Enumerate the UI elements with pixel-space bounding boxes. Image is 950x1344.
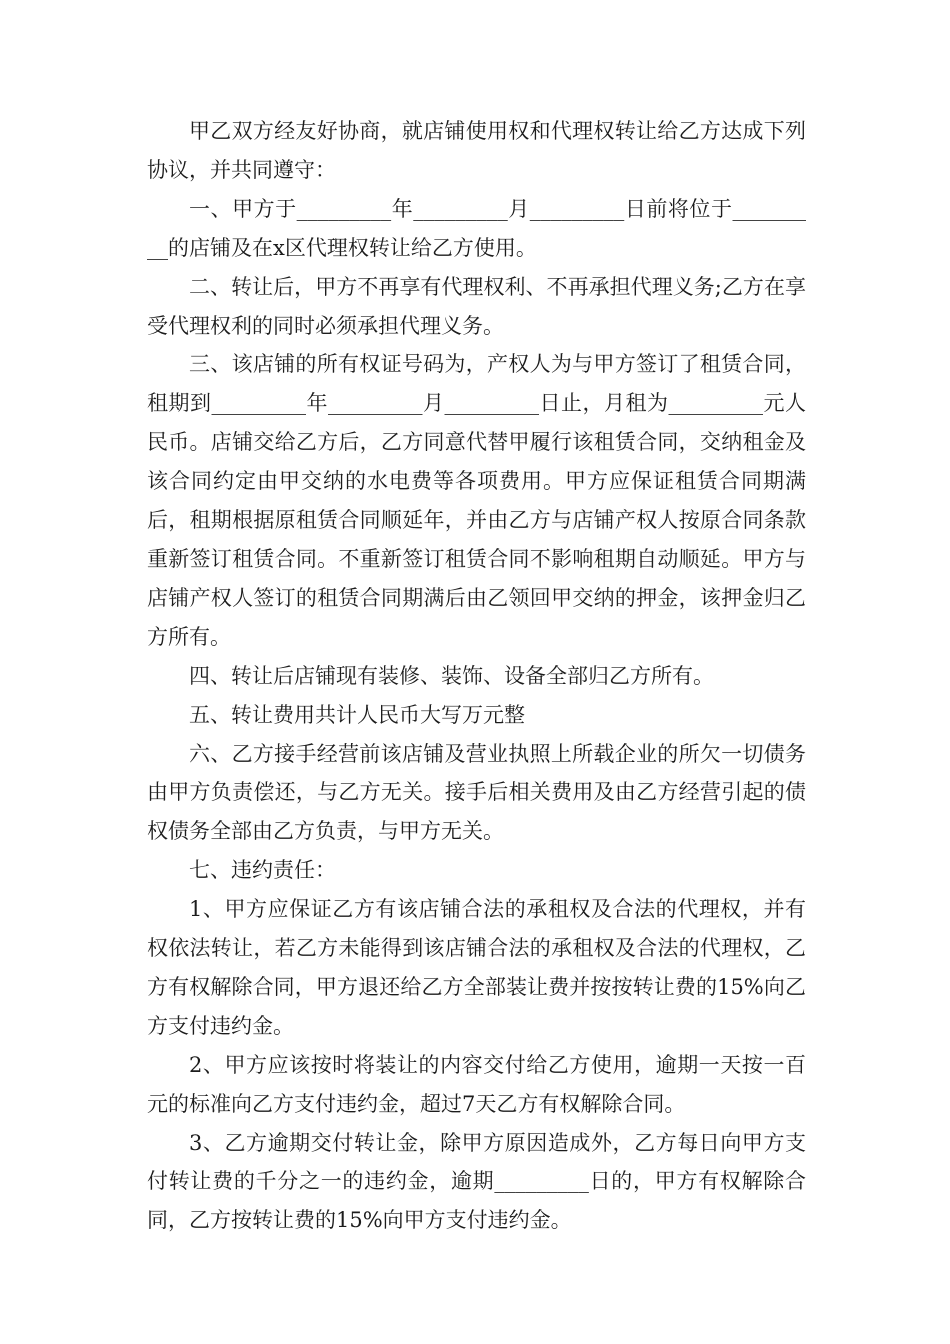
paragraph-liability-1: 1、甲方应保证乙方有该店铺合法的承租权及合法的代理权，并有权依法转让，若乙方未能得到该店铺合法的承租权及合法的代理权，乙方有权解除合同，甲方退还给乙方全部装让费并按按转让费的15%向乙方支付违约金。 [147,897,806,1038]
document-page [147,112,806,1240]
paragraph-clause-5: 五、转让费用共计人民币大写万元整 [189,702,525,727]
paragraph-clause-1: 一、甲方于_________年_________月_________日前将位于_________的店铺及在x区代理权转让给乙方使用。 [147,196,806,260]
paragraph-liability-2: 2、甲方应该按时将装让的内容交付给乙方使用，逾期一天按一百元的标准向乙方支付违约金，超过7天乙方有权解除合同。 [147,1052,806,1116]
paragraph-clause-6: 六、乙方接手经营前该店铺及营业执照上所载企业的所欠一切债务由甲方负责偿还，与乙方无关。接手后相关费用及由乙方经营引起的债权债务全部由乙方负责，与甲方无关。 [147,741,806,844]
paragraph-clause-4: 四、转让后店铺现有装修、装饰、设备全部归乙方所有。 [189,663,714,688]
paragraph-clause-2: 二、转让后，甲方不再享有代理权利、不再承担代理义务;乙方在享受代理权利的同时必须承担代理义务。 [147,274,806,338]
paragraph-liability-3: 3、乙方逾期交付转让金，除甲方原因造成外，乙方每日向甲方支付转让费的千分之一的违约金，逾期_________日的，甲方有权解除合同，乙方按转让费的15%向甲方支付违约金。 [147,1130,806,1233]
paragraph-clause-7-heading: 七、违约责任： [189,858,336,883]
paragraph-intro: 甲乙双方经友好协商，就店铺使用权和代理权转让给乙方达成下列协议，并共同遵守： [147,119,806,182]
paragraph-clause-3: 三、该店铺的所有权证号码为，产权人为与甲方签订了租赁合同，租期到_________年_________月_________日止，月租为_________元人民币。店铺交给乙方后，乙方同意代替甲履行该租赁合同，交纳租金及该合同约定由甲交纳的水电费等各项费用。甲方应保证租赁合同期满后，租期根据原租赁合同顺延年，并由乙方与店铺产权人按原合同条款重新签订租赁合同。不重新签订租赁合同不影响租期自动顺延。甲方与店铺产权人签订的租赁合同期满后由乙领回甲交纳的押金，该押金归乙方所有。 [147,352,806,649]
